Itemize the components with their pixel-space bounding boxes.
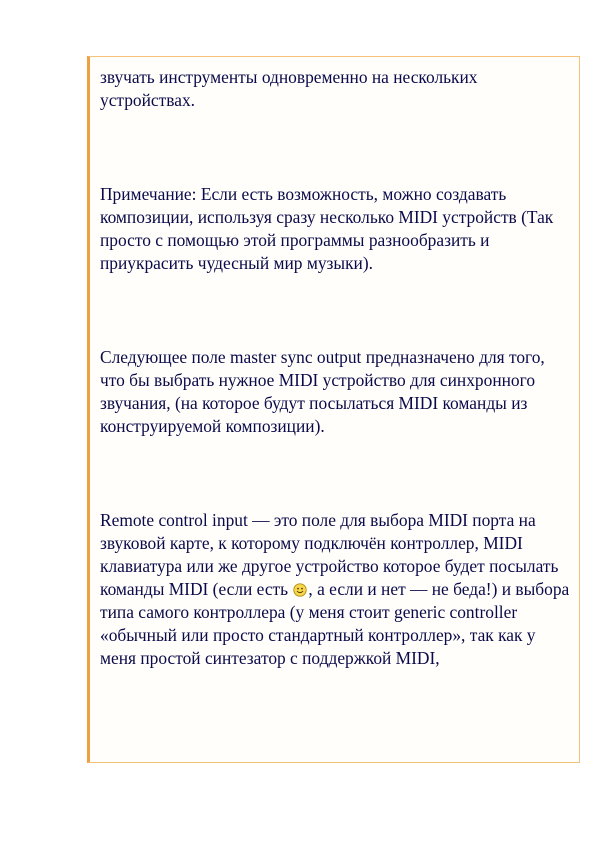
paragraph-4-text-after: , а если и нет — не беда!) и выбора типа самого контроллера (у меня стоит generic controller «обычный или просто стандартный контроллер», так как у меня простой синтезатор с поддержкой MIDI,	[100, 579, 570, 668]
smiley-face-icon	[293, 580, 307, 594]
paragraph-2-note: Примечание: Если есть возможность, можно создавать композиции, используя сразу несколько MIDI устройств (Так просто с помощью этой программы разнообразить и приукрасить чудесный мир музыки).	[100, 184, 554, 273]
paragraph-3-master-sync: Следующее поле master sync output предназначено для того, что бы выбрать нужное MIDI устройство для синхронного звучания, (на которое будут посылаться MIDI команды из конструируемой композиции).	[100, 347, 545, 436]
page-frame	[87, 56, 580, 763]
paragraph-4-text-before: Remote control input — это поле для выбора MIDI порта на звуковой карте, к которому подключён контроллер, MIDI клавиатура или же другое устройство которое будет посылать команды MIDI (если есть	[100, 510, 559, 599]
document-body	[100, 66, 570, 670]
paragraph-4-remote-control	[100, 509, 570, 670]
paragraph-1: звучать инструменты одновременно на нескольких устройствах.	[100, 67, 478, 110]
